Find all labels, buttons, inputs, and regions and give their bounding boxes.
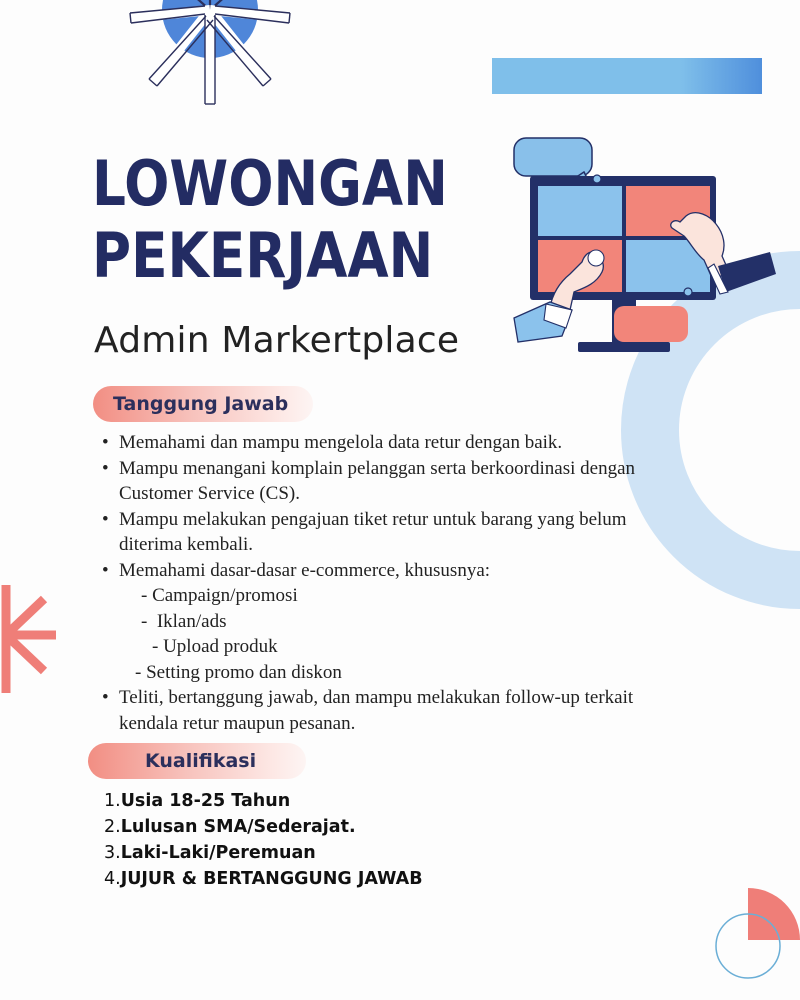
sunburst-decoration-left (0, 585, 60, 695)
list-item: • Teliti, bertanggung jawab, dan mampu melakukan follow-up terkait kendala retur maupun pesanan. (102, 685, 662, 736)
item-text: JUJUR & BERTANGGUNG JAWAB (120, 869, 423, 889)
item-number: 4. (104, 869, 121, 889)
item-text: Lulusan SMA/Sederajat. (120, 817, 356, 837)
duties-list (102, 430, 662, 736)
title-line-1: LOWONGAN (92, 147, 448, 220)
section-heading-duties: Tanggung Jawab (93, 386, 313, 422)
list-item (104, 866, 423, 892)
sunburst-decoration-top (125, 0, 295, 110)
item-text: Laki-Laki/Peremuan (120, 843, 316, 863)
list-item: • Mampu melakukan pengajuan tiket retur untuk barang yang belum diterima kembali. (102, 507, 662, 558)
page-title (92, 148, 453, 292)
sub-list-item: - Setting promo dan diskon (135, 661, 342, 683)
list-item-text: Memahami dasar-dasar e-commerce, khususnya: (119, 559, 491, 581)
item-text: Usia 18-25 Tahun (120, 791, 291, 811)
computer-monitor-illustration (500, 132, 790, 362)
list-item (104, 814, 423, 840)
title-line-2: PEKERJAAN (92, 219, 434, 292)
corner-decoration (712, 880, 800, 990)
sub-list-item: - Upload produk (152, 636, 278, 657)
item-number: 3. (104, 843, 121, 863)
sub-list-item: - Iklan/ads (141, 610, 227, 632)
item-number: 2. (104, 817, 121, 837)
list-item (104, 840, 423, 866)
sub-list-item: - Campaign/promosi (141, 585, 298, 606)
qualifications-list (104, 788, 423, 892)
section-heading-qualifications: Kualifikasi (88, 743, 306, 779)
blue-banner-bar (492, 58, 762, 94)
job-title: Admin Markertplace (94, 320, 460, 361)
list-item: • Mampu menangani komplain pelanggan serta berkoordinasi dengan Customer Service (CS). (102, 456, 662, 507)
list-item: • Memahami dan mampu mengelola data retur dengan baik. (102, 430, 662, 456)
list-item (102, 558, 662, 686)
list-item (104, 788, 423, 814)
item-number: 1. (104, 791, 121, 811)
